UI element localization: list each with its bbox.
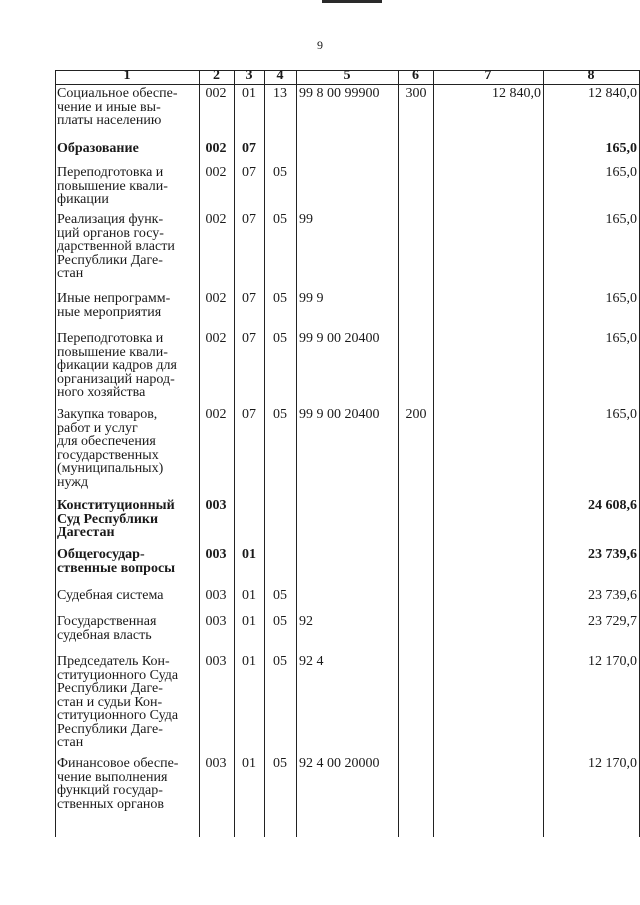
target-article: 99 9 00 20400 — [299, 331, 380, 346]
header-col-6: 6 — [412, 68, 419, 83]
row-name: Конституционный Суд Республики Дагестан — [57, 498, 175, 540]
col-border — [234, 70, 235, 837]
expense-type: 300 — [405, 86, 427, 101]
budget-code: 002 — [205, 331, 227, 346]
row-name: Председатель Кон- ституционного Суда Республики Даге- стан и судьи Кон- ституционного Суда Республики Даге- стан — [57, 654, 179, 750]
amount-col-8: 23 739,6 — [588, 547, 637, 562]
header-col-2: 2 — [213, 68, 220, 83]
budget-code: 002 — [205, 291, 227, 306]
section: 01 — [242, 588, 256, 603]
header-col-3: 3 — [245, 68, 253, 83]
subsection: 05 — [273, 756, 287, 771]
amount-col-8: 165,0 — [605, 212, 637, 227]
target-article: 99 9 — [299, 291, 324, 306]
budget-code: 003 — [205, 498, 227, 513]
subsection: 05 — [273, 212, 287, 227]
header-col-8: 8 — [587, 68, 595, 83]
section: 07 — [242, 141, 256, 156]
top-edge-mark — [322, 0, 382, 3]
row-name: Государственная судебная власть — [57, 614, 157, 643]
section: 01 — [242, 654, 256, 669]
budget-code: 003 — [205, 756, 227, 771]
budget-code: 002 — [205, 212, 227, 227]
col-border — [543, 70, 544, 837]
row-name: Иные непрограмм- ные мероприятия — [57, 291, 171, 320]
section: 07 — [242, 407, 256, 422]
header-col-5: 5 — [343, 68, 351, 83]
section: 01 — [242, 86, 256, 101]
header-bottom-border — [55, 84, 640, 85]
subsection: 05 — [273, 331, 287, 346]
expense-type: 200 — [405, 407, 427, 422]
subsection: 05 — [273, 614, 287, 629]
subsection: 05 — [273, 165, 287, 180]
section: 07 — [242, 291, 256, 306]
row-name: Финансовое обеспе- чение выполнения функций государ- ственных органов — [57, 756, 179, 812]
section: 01 — [242, 614, 256, 629]
subsection: 05 — [273, 407, 287, 422]
target-article: 92 4 00 20000 — [299, 756, 380, 771]
header-col-7: 7 — [484, 68, 492, 83]
section: 07 — [242, 212, 256, 227]
budget-code: 002 — [205, 165, 227, 180]
row-name: Переподготовка и повышение квали- фикации — [57, 165, 168, 207]
budget-code: 002 — [205, 86, 227, 101]
budget-table — [55, 70, 640, 837]
budget-code: 003 — [205, 588, 227, 603]
amount-col-8: 12 170,0 — [588, 756, 637, 771]
subsection: 05 — [273, 291, 287, 306]
budget-code: 003 — [205, 614, 227, 629]
amount-col-8: 165,0 — [605, 291, 637, 306]
row-name: Переподготовка и повышение квали- фикации кадров для организаций народ- ного хозяйства — [57, 331, 177, 400]
budget-code: 002 — [205, 407, 227, 422]
col-border — [199, 70, 200, 837]
col-border — [264, 70, 265, 837]
amount-col-8: 165,0 — [605, 331, 637, 346]
target-article: 92 — [299, 614, 313, 629]
section: 07 — [242, 331, 256, 346]
amount-col-8: 12 840,0 — [588, 86, 637, 101]
amount-col-8: 165,0 — [605, 165, 637, 180]
budget-code: 003 — [205, 654, 227, 669]
col-border — [296, 70, 297, 837]
budget-code: 002 — [205, 141, 227, 156]
section: 01 — [242, 756, 256, 771]
amount-col-7: 12 840,0 — [492, 86, 541, 101]
header-col-4: 4 — [276, 68, 284, 83]
subsection: 05 — [273, 588, 287, 603]
section: 01 — [242, 547, 256, 562]
amount-col-8: 23 739,6 — [588, 588, 637, 603]
target-article: 99 9 00 20400 — [299, 407, 380, 422]
row-name: Реализация функ- ций органов госу- дарственной власти Республики Даге- стан — [57, 212, 175, 281]
page-number: 9 — [317, 38, 323, 52]
target-article: 99 8 00 99900 — [299, 86, 380, 101]
amount-col-8: 165,0 — [605, 141, 637, 156]
row-name: Закупка товаров, работ и услуг для обеспечения государственных (муниципальных) нужд — [57, 407, 164, 490]
row-name: Социальное обеспе- чение и иные вы- платы населению — [57, 86, 178, 128]
amount-col-8: 12 170,0 — [588, 654, 637, 669]
header-col-1: 1 — [123, 68, 131, 83]
budget-code: 003 — [205, 547, 227, 562]
amount-col-8: 23 729,7 — [588, 614, 637, 629]
subsection: 13 — [273, 86, 287, 101]
row-name: Общегосудар- ственные вопросы — [57, 547, 176, 576]
target-article: 99 — [299, 212, 313, 227]
col-border — [55, 70, 56, 837]
target-article: 92 4 — [299, 654, 324, 669]
row-name: Образование — [57, 141, 139, 156]
col-border — [433, 70, 434, 837]
subsection: 05 — [273, 654, 287, 669]
section: 07 — [242, 165, 256, 180]
row-name: Судебная система — [57, 588, 164, 603]
amount-col-8: 24 608,6 — [588, 498, 637, 513]
amount-col-8: 165,0 — [605, 407, 637, 422]
col-border — [398, 70, 399, 837]
